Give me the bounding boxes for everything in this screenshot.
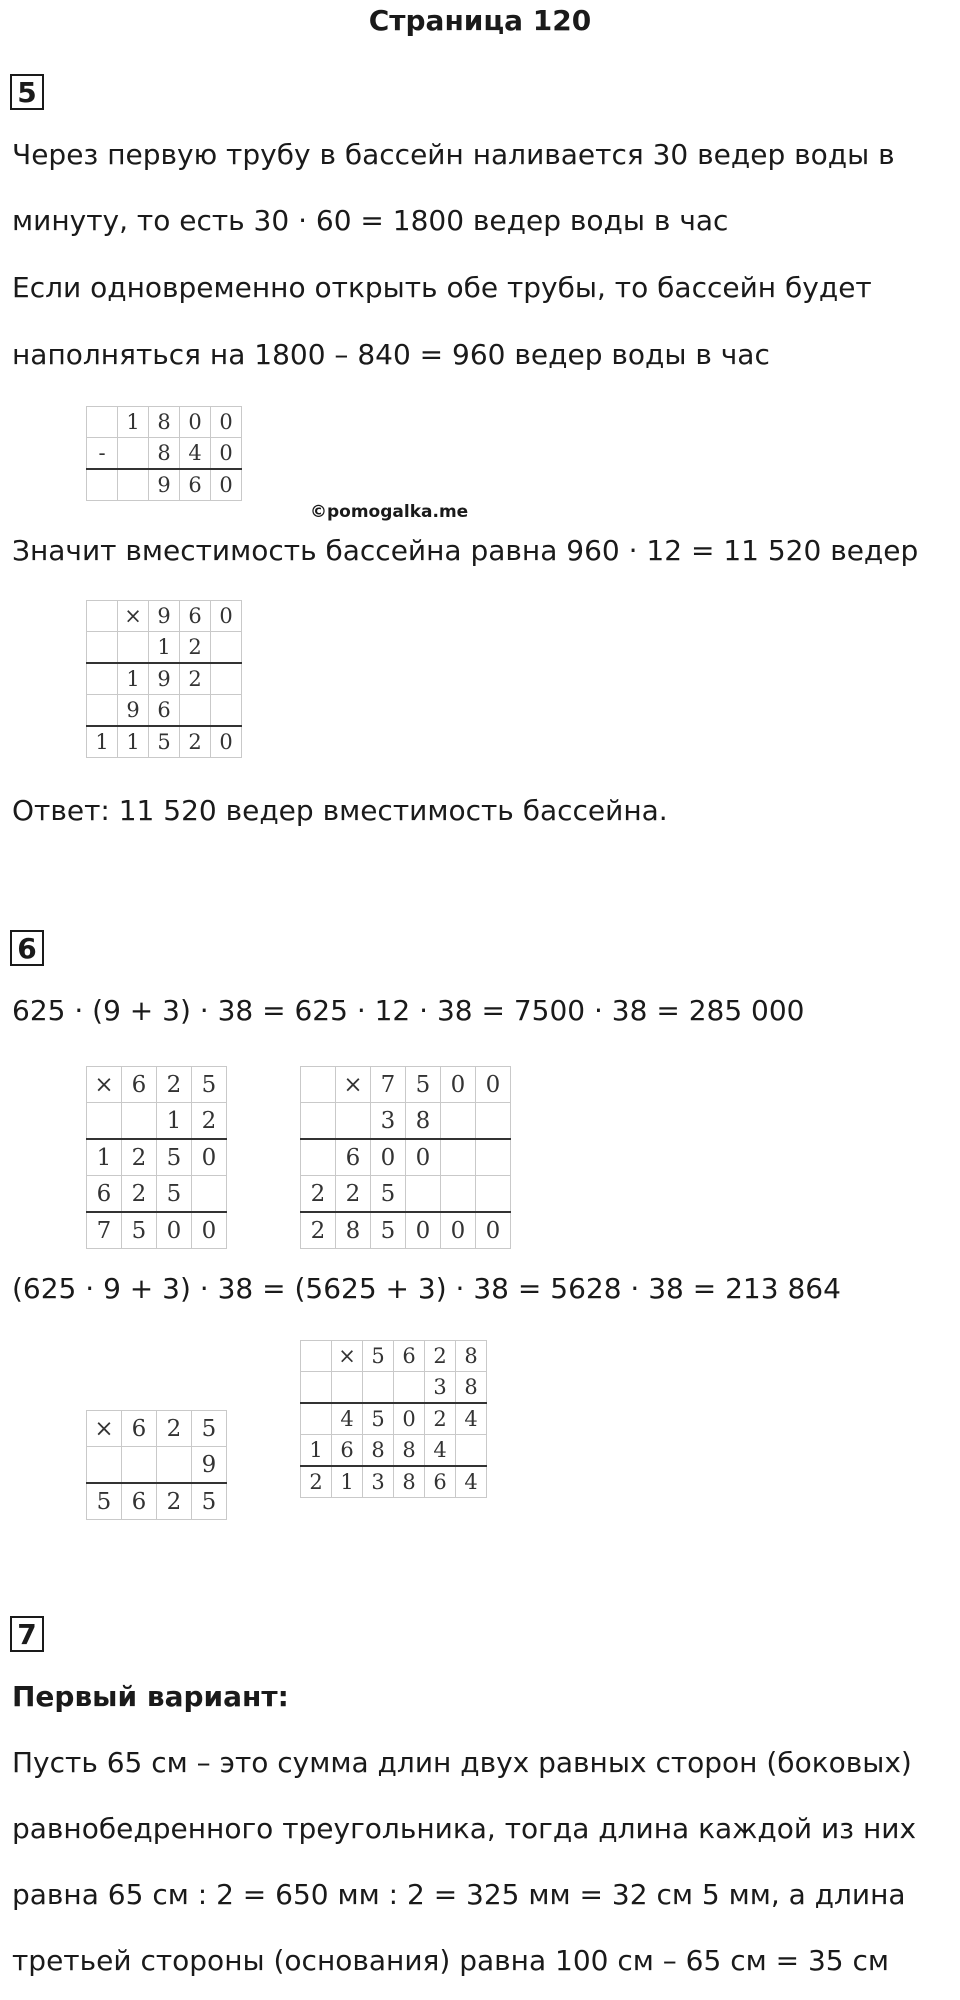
multiplication-column-grid-625x9 — [86, 1410, 227, 1520]
grid-cell: 4 — [180, 438, 211, 470]
grid-cell: 1 — [301, 1435, 332, 1467]
multiplication-column-grid-5628x38 — [300, 1340, 487, 1498]
grid-cell: 5 — [122, 1212, 157, 1249]
task-7-heading: Первый вариант: — [12, 1680, 289, 1713]
grid-cell: 9 — [118, 695, 149, 727]
task-5-number-badge: 5 — [10, 74, 44, 110]
grid-cell: 9 — [192, 1447, 227, 1484]
grid-cell — [476, 1103, 511, 1140]
grid-cell — [301, 1403, 332, 1435]
grid-cell: 6 — [122, 1483, 157, 1520]
task-5-line-1: Через первую трубу в бассейн наливается 30 ведер воды в — [12, 138, 895, 171]
task-7-line-2: равнобедренного треугольника, тогда длина каждой из них — [12, 1812, 917, 1845]
grid-cell — [301, 1139, 336, 1176]
grid-cell: 6 — [336, 1139, 371, 1176]
grid-cell: 8 — [336, 1212, 371, 1249]
grid-cell: 2 — [180, 632, 211, 664]
grid-cell: 6 — [180, 601, 211, 632]
grid-cell: 0 — [192, 1139, 227, 1176]
grid-cell: 5 — [371, 1176, 406, 1213]
grid-cell — [441, 1139, 476, 1176]
grid-cell: 5 — [192, 1483, 227, 1520]
watermark: ©pomogalka.me — [310, 502, 469, 522]
grid-cell: 5 — [157, 1139, 192, 1176]
grid-cell: 4 — [332, 1403, 363, 1435]
grid-cell: 1 — [118, 663, 149, 695]
grid-cell: 5 — [157, 1176, 192, 1213]
grid-cell: 0 — [441, 1212, 476, 1249]
task-5-line-5: Значит вместимость бассейна равна 960 · 12 = 11 520 ведер — [12, 534, 919, 567]
grid-cell: 8 — [363, 1435, 394, 1467]
grid-cell: 5 — [192, 1411, 227, 1447]
grid-cell — [87, 407, 118, 438]
grid-cell — [118, 632, 149, 664]
grid-cell: 2 — [180, 726, 211, 758]
grid-cell: 2 — [301, 1176, 336, 1213]
grid-cell — [157, 1447, 192, 1484]
task-5-line-4: наполняться на 1800 – 840 = 960 ведер воды в час — [12, 338, 770, 371]
task-7-line-3: равна 65 см : 2 = 650 мм : 2 = 325 мм = 32 см 5 мм, а длина — [12, 1878, 906, 1911]
page-title: Страница 120 — [368, 4, 592, 37]
task-6-expression-2: (625 · 9 + 3) · 38 = (5625 + 3) · 38 = 5628 · 38 = 213 864 — [12, 1272, 841, 1305]
grid-cell: 8 — [149, 407, 180, 438]
task-7-number-badge: 7 — [10, 1616, 44, 1652]
grid-cell: 1 — [332, 1466, 363, 1498]
grid-cell: 5 — [371, 1212, 406, 1249]
grid-cell: 6 — [425, 1466, 456, 1498]
grid-cell — [87, 601, 118, 632]
grid-cell: 6 — [332, 1435, 363, 1467]
grid-cell: 9 — [149, 663, 180, 695]
grid-cell: 1 — [87, 1139, 122, 1176]
grid-cell: 8 — [456, 1372, 487, 1404]
grid-cell: 8 — [394, 1435, 425, 1467]
grid-cell — [476, 1176, 511, 1213]
grid-cell: × — [332, 1341, 363, 1372]
grid-cell: 4 — [425, 1435, 456, 1467]
grid-cell — [211, 632, 242, 664]
grid-cell — [301, 1067, 336, 1103]
grid-cell: 0 — [371, 1139, 406, 1176]
grid-cell: 9 — [149, 601, 180, 632]
grid-cell: 1 — [87, 726, 118, 758]
grid-cell: 7 — [371, 1067, 406, 1103]
grid-cell: 0 — [476, 1067, 511, 1103]
grid-cell — [456, 1435, 487, 1467]
grid-cell: 5 — [87, 1483, 122, 1520]
grid-cell: 9 — [149, 469, 180, 501]
grid-cell — [192, 1176, 227, 1213]
grid-cell: 8 — [456, 1341, 487, 1372]
grid-cell: 3 — [363, 1466, 394, 1498]
grid-cell: × — [118, 601, 149, 632]
grid-cell: 0 — [211, 469, 242, 501]
grid-cell: 6 — [87, 1176, 122, 1213]
grid-cell: 0 — [211, 726, 242, 758]
grid-cell: 8 — [394, 1466, 425, 1498]
grid-cell: 0 — [211, 601, 242, 632]
grid-cell — [301, 1103, 336, 1140]
grid-cell — [394, 1372, 425, 1404]
grid-cell: 2 — [122, 1176, 157, 1213]
grid-cell: 2 — [157, 1483, 192, 1520]
grid-cell — [87, 663, 118, 695]
grid-cell: 2 — [425, 1341, 456, 1372]
grid-cell: 6 — [122, 1411, 157, 1447]
grid-cell — [180, 695, 211, 727]
subtraction-column-grid — [86, 406, 242, 501]
grid-cell — [363, 1372, 394, 1404]
grid-cell: 6 — [122, 1067, 157, 1103]
grid-cell: 3 — [425, 1372, 456, 1404]
grid-cell: 0 — [406, 1212, 441, 1249]
grid-cell: 0 — [180, 407, 211, 438]
grid-cell: × — [336, 1067, 371, 1103]
grid-cell: 5 — [363, 1403, 394, 1435]
grid-cell — [87, 1103, 122, 1140]
grid-cell — [87, 695, 118, 727]
grid-cell — [476, 1139, 511, 1176]
task-7-line-4: третьей стороны (основания) равна 100 см – 65 см = 35 см — [12, 1944, 890, 1977]
grid-cell: 0 — [192, 1212, 227, 1249]
task-7-line-1: Пусть 65 см – это сумма длин двух равных сторон (боковых) — [12, 1746, 912, 1779]
grid-cell: 0 — [157, 1212, 192, 1249]
grid-cell: 2 — [122, 1139, 157, 1176]
multiplication-column-grid-960x12 — [86, 600, 242, 758]
grid-cell: 5 — [149, 726, 180, 758]
grid-cell: 0 — [211, 407, 242, 438]
grid-cell: 0 — [441, 1067, 476, 1103]
grid-cell: 8 — [149, 438, 180, 470]
grid-cell: 2 — [157, 1067, 192, 1103]
grid-cell — [122, 1103, 157, 1140]
task-5-line-3: Если одновременно открыть обе трубы, то бассейн будет — [12, 271, 872, 304]
task-5-line-2: минуту, то есть 30 · 60 = 1800 ведер воды в час — [12, 204, 729, 237]
grid-cell — [211, 695, 242, 727]
grid-cell — [122, 1447, 157, 1484]
grid-cell — [118, 469, 149, 501]
task-5-answer: Ответ: 11 520 ведер вместимость бассейна. — [12, 794, 668, 827]
grid-cell — [118, 438, 149, 470]
grid-cell — [87, 1447, 122, 1484]
grid-cell: 4 — [456, 1403, 487, 1435]
grid-cell: 8 — [406, 1103, 441, 1140]
grid-cell: 2 — [192, 1103, 227, 1140]
grid-cell: 2 — [425, 1403, 456, 1435]
grid-cell: 1 — [149, 632, 180, 664]
grid-cell: 2 — [180, 663, 211, 695]
grid-cell: 1 — [118, 407, 149, 438]
grid-cell: × — [87, 1067, 122, 1103]
grid-cell — [87, 632, 118, 664]
grid-cell: 5 — [406, 1067, 441, 1103]
grid-cell — [87, 469, 118, 501]
task-6-number-badge: 6 — [10, 930, 44, 966]
grid-cell: 3 — [371, 1103, 406, 1140]
grid-cell: 0 — [394, 1403, 425, 1435]
grid-cell: 2 — [157, 1411, 192, 1447]
grid-cell: 6 — [394, 1341, 425, 1372]
multiplication-column-grid-7500x38 — [300, 1066, 511, 1249]
multiplication-column-grid-625x12 — [86, 1066, 227, 1249]
grid-cell — [336, 1103, 371, 1140]
grid-cell: 0 — [406, 1139, 441, 1176]
grid-cell: 6 — [149, 695, 180, 727]
grid-cell: 2 — [301, 1212, 336, 1249]
grid-cell — [211, 663, 242, 695]
grid-cell: 2 — [336, 1176, 371, 1213]
grid-cell: 6 — [180, 469, 211, 501]
grid-cell — [332, 1372, 363, 1404]
task-6-expression-1: 625 · (9 + 3) · 38 = 625 · 12 · 38 = 7500 · 38 = 285 000 — [12, 994, 805, 1027]
grid-cell: 5 — [363, 1341, 394, 1372]
grid-cell — [406, 1176, 441, 1213]
grid-cell: 0 — [211, 438, 242, 470]
grid-cell: 7 — [87, 1212, 122, 1249]
grid-cell: 2 — [301, 1466, 332, 1498]
grid-cell: 1 — [157, 1103, 192, 1140]
grid-cell — [441, 1176, 476, 1213]
grid-cell: 5 — [192, 1067, 227, 1103]
grid-cell: 1 — [118, 726, 149, 758]
grid-cell: × — [87, 1411, 122, 1447]
grid-cell: - — [87, 438, 118, 470]
grid-cell — [301, 1372, 332, 1404]
grid-cell: 0 — [476, 1212, 511, 1249]
grid-cell: 4 — [456, 1466, 487, 1498]
grid-cell — [441, 1103, 476, 1140]
grid-cell — [301, 1341, 332, 1372]
